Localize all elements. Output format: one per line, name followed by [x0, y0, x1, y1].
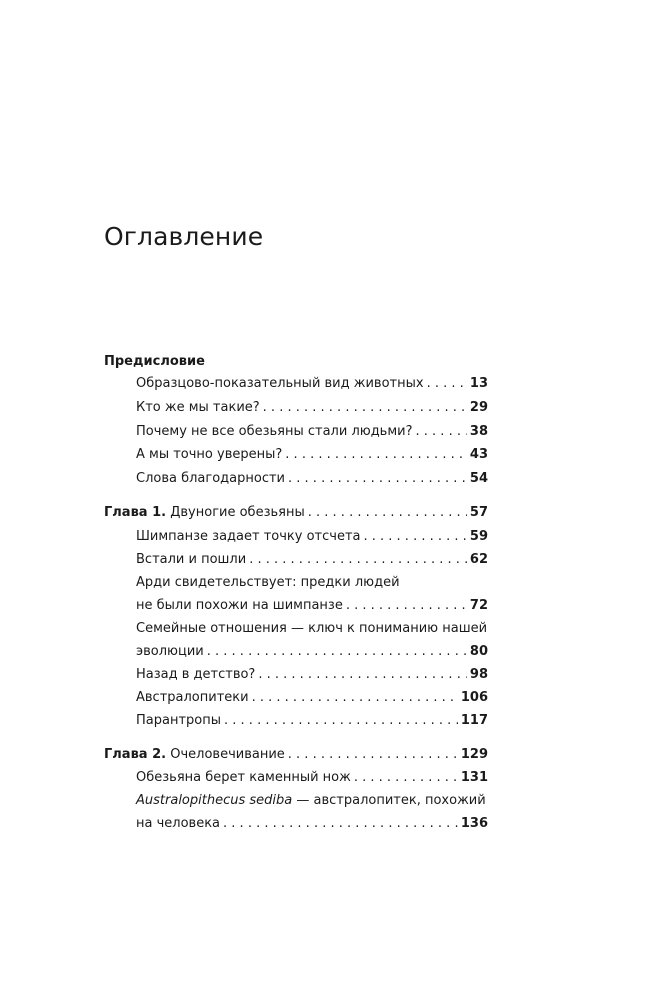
toc-entry-title: Австралопитеки	[136, 690, 249, 705]
dot-leader	[263, 400, 467, 416]
toc-entry[interactable]	[136, 471, 488, 487]
toc-entry[interactable]	[136, 690, 488, 706]
toc-entry-page: 131	[460, 770, 488, 785]
dot-leader	[285, 447, 467, 463]
dot-leader	[207, 644, 467, 660]
dot-leader	[252, 690, 458, 706]
dot-leader	[308, 505, 467, 521]
dot-leader	[416, 424, 467, 440]
dot-leader	[363, 529, 466, 545]
toc-entry[interactable]	[136, 713, 488, 729]
toc-entry-page: 62	[469, 552, 488, 567]
toc-entry-title-line1: Арди свидетельствует: предки людей	[136, 575, 400, 590]
toc-entry-title: эволюции	[136, 644, 204, 659]
toc-entry-page: 117	[460, 713, 488, 728]
toc-entry-title: Шимпанзе задает точку отсчета	[136, 529, 361, 544]
toc-entry-title: Парантропы	[136, 713, 222, 728]
toc-entry[interactable]	[136, 424, 488, 440]
toc-entry-title: Встали и пошли	[136, 552, 247, 567]
dot-leader	[258, 667, 467, 683]
toc-entry-title: Кто же мы такие?	[136, 400, 260, 415]
species-name: Australopithecus sediba	[136, 793, 293, 808]
toc-entry-title: не были похожи на шимпанзе	[136, 598, 343, 613]
toc-entry-page: 129	[460, 747, 488, 762]
dot-leader	[346, 598, 467, 614]
toc-entry-title: на человека	[136, 816, 221, 831]
toc-entry-page: 29	[469, 400, 488, 415]
toc-entry-page: 72	[469, 598, 488, 613]
toc-entry-title: Слова благодарности	[136, 471, 286, 486]
toc-entry-title: Назад в детство?	[136, 667, 256, 682]
toc-entry-title-line1	[136, 793, 486, 809]
toc-entry-page: 38	[469, 424, 488, 439]
toc-entry-title-line1: Семейные отношения — ключ к пониманию нашей	[136, 621, 488, 636]
toc-entry[interactable]	[136, 400, 488, 416]
toc-entry-page: 136	[460, 816, 488, 831]
chapter-title: Двуногие обезьяны	[170, 505, 305, 520]
toc-chapter-entry[interactable]	[104, 505, 488, 521]
toc-entry-title: А мы точно уверены?	[136, 447, 283, 462]
dot-leader	[223, 816, 458, 832]
toc-entry-page: 98	[469, 667, 488, 682]
toc-entry[interactable]	[136, 447, 488, 463]
toc-chapter-title	[104, 747, 285, 763]
toc-entry[interactable]	[136, 552, 488, 568]
chapter-title: Очеловечивание	[170, 747, 285, 762]
toc-entry[interactable]	[136, 770, 488, 786]
toc-entry-title: Образцово-показательный вид животных	[136, 376, 424, 391]
toc-entry-title: Обезьяна берет каменный нож	[136, 770, 351, 785]
page-title: Оглавление	[104, 222, 264, 251]
toc-entry-page: 106	[460, 690, 488, 705]
toc-chapter-title	[104, 505, 305, 521]
toc-entry-title-rest: — австралопитек, похожий	[292, 793, 486, 808]
toc-entry[interactable]	[136, 644, 488, 660]
toc-entry[interactable]	[136, 529, 488, 545]
toc-entry-page: 59	[469, 529, 488, 544]
toc-entry-title: Почему не все обезьяны стали людьми?	[136, 424, 413, 439]
toc-entry[interactable]	[136, 667, 488, 683]
toc-chapter-entry[interactable]	[104, 747, 488, 763]
toc-entry-page: 43	[469, 447, 488, 462]
dot-leader	[288, 747, 458, 763]
toc-entry[interactable]	[136, 376, 488, 392]
dot-leader	[427, 376, 467, 392]
dot-leader	[224, 713, 458, 729]
dot-leader	[288, 471, 467, 487]
dot-leader	[354, 770, 458, 786]
chapter-label: Глава 2.	[104, 747, 167, 762]
toc-entry-page: 54	[469, 471, 488, 486]
toc-entry-page: 57	[469, 505, 488, 520]
dot-leader	[249, 552, 467, 568]
toc-entry[interactable]	[136, 816, 488, 832]
toc-entry[interactable]	[136, 598, 488, 614]
toc-entry-page: 80	[469, 644, 488, 659]
chapter-label: Глава 1.	[104, 505, 167, 520]
preface-heading: Предисловие	[104, 354, 205, 369]
toc-entry-page: 13	[469, 376, 488, 391]
